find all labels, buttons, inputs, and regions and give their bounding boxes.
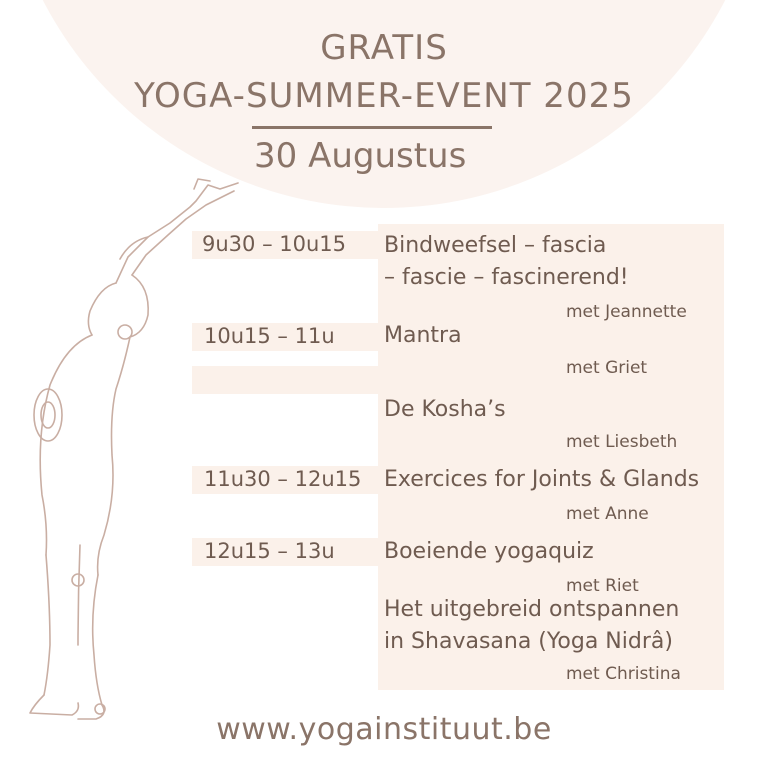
time-background xyxy=(192,366,378,394)
website-link[interactable]: www.yogainstituut.be xyxy=(216,712,552,747)
session-teacher: met Jeannette xyxy=(566,302,687,322)
session-teacher: met Griet xyxy=(566,358,648,378)
session-teacher: met Christina xyxy=(566,664,681,684)
session-activity: in Shavasana (Yoga Nidrâ) xyxy=(384,629,673,654)
session-time: 12u15 – 13u xyxy=(204,539,335,563)
session-activity: De Kosha’s xyxy=(384,397,506,422)
session-activity: Boeiende yogaquiz xyxy=(384,539,594,564)
event-title: YOGA-SUMMER-EVENT 2025 xyxy=(134,76,634,116)
session-activity: – fascie – fascinerend! xyxy=(384,265,629,290)
title-gratis: GRATIS xyxy=(320,28,448,68)
session-time: 10u15 – 11u xyxy=(204,324,335,348)
session-activity: Mantra xyxy=(384,323,462,348)
event-date: 30 Augustus xyxy=(254,136,467,176)
title-divider xyxy=(252,126,492,129)
session-activity: Het uitgebreid ontspannen xyxy=(384,597,680,622)
session-activity: Exercices for Joints & Glands xyxy=(384,467,700,492)
session-teacher: met Anne xyxy=(566,504,649,524)
session-teacher: met Liesbeth xyxy=(566,432,678,452)
session-teacher: met Riet xyxy=(566,576,639,596)
session-activity: Bindweefsel – fascia xyxy=(384,233,607,258)
session-time: 9u30 – 10u15 xyxy=(202,232,346,256)
session-time: 11u30 – 12u15 xyxy=(204,467,362,491)
